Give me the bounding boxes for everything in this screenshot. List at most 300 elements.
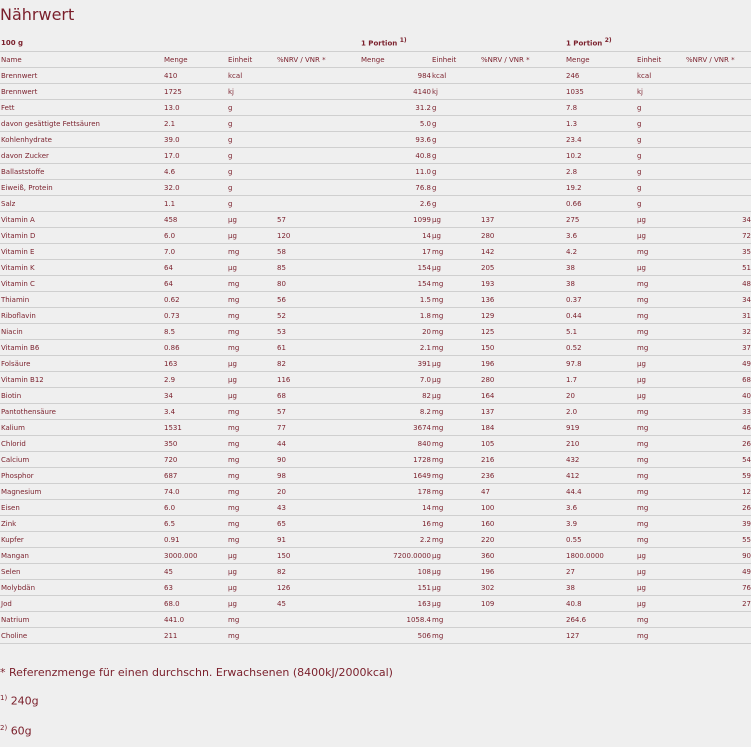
- cell-name: Molybdän: [0, 580, 163, 596]
- cell-nrv: 33: [685, 404, 751, 420]
- cell-nrv: 57: [276, 404, 360, 420]
- cell-nrv: 34: [685, 212, 751, 228]
- cell-menge: 0.62: [163, 292, 227, 308]
- table-row: [0, 148, 751, 164]
- cell-nrv: 77: [276, 420, 360, 436]
- cell-einheit: mg: [431, 468, 480, 484]
- cell-nrv: 85: [276, 260, 360, 276]
- portion-2: 1 Portion $^{2)}$: [565, 34, 636, 52]
- cell-nrv: 125: [480, 324, 565, 340]
- cell-nrv: 27: [685, 596, 751, 612]
- cell-einheit: mg: [431, 484, 480, 500]
- cell-menge: 3.6: [565, 228, 636, 244]
- cell-nrv: [480, 196, 565, 212]
- cell-einheit: µg: [431, 388, 480, 404]
- cell-menge: 40.8: [565, 596, 636, 612]
- cell-nrv: 20: [276, 484, 360, 500]
- cell-menge: 3000.000: [163, 548, 227, 564]
- cell-menge: 1.1: [163, 196, 227, 212]
- cell-menge: 4.6: [163, 164, 227, 180]
- cell-nrv: 120: [276, 228, 360, 244]
- cell-menge: 2.6: [360, 196, 431, 212]
- cell-einheit: g: [431, 196, 480, 212]
- cell-menge: 20: [565, 388, 636, 404]
- cell-nrv: 43: [276, 500, 360, 516]
- cell-nrv: 46: [685, 420, 751, 436]
- cell-einheit: mg: [227, 500, 276, 516]
- cell-menge: 1058.4: [360, 612, 431, 628]
- cell-einheit: µg: [636, 596, 685, 612]
- cell-nrv: 280: [480, 228, 565, 244]
- cell-menge: 1.5: [360, 292, 431, 308]
- cell-name: Mangan: [0, 548, 163, 564]
- cell-menge: 432: [565, 452, 636, 468]
- cell-menge: 32.0: [163, 180, 227, 196]
- cell-nrv: 47: [480, 484, 565, 500]
- cell-nrv: 105: [480, 436, 565, 452]
- cell-nrv: 12: [685, 484, 751, 500]
- cell-name: davon gesättigte Fettsäuren: [0, 116, 163, 132]
- cell-menge: 10.2: [565, 148, 636, 164]
- table-row: [0, 404, 751, 420]
- cell-nrv: 68: [276, 388, 360, 404]
- cell-menge: 1.7: [565, 372, 636, 388]
- cell-menge: 720: [163, 452, 227, 468]
- cell-name: Brennwert: [0, 84, 163, 100]
- cell-nrv: 55: [685, 532, 751, 548]
- cell-nrv: 44: [276, 436, 360, 452]
- col-menge: Menge: [163, 52, 227, 68]
- cell-nrv: 216: [480, 452, 565, 468]
- cell-name: Natrium: [0, 612, 163, 628]
- cell-menge: 108: [360, 564, 431, 580]
- cell-menge: 20: [360, 324, 431, 340]
- table-row: [0, 484, 751, 500]
- cell-einheit: mg: [227, 340, 276, 356]
- cell-einheit: µg: [227, 580, 276, 596]
- cell-einheit: µg: [227, 212, 276, 228]
- cell-einheit: g: [227, 132, 276, 148]
- cell-menge: 1800.0000: [565, 548, 636, 564]
- table-row: [0, 420, 751, 436]
- cell-name: Phosphor: [0, 468, 163, 484]
- cell-nrv: 90: [276, 452, 360, 468]
- cell-einheit: µg: [636, 356, 685, 372]
- cell-nrv: [276, 84, 360, 100]
- col-menge: Menge: [360, 52, 431, 68]
- cell-menge: 350: [163, 436, 227, 452]
- cell-name: Brennwert: [0, 68, 163, 84]
- cell-menge: 163: [163, 356, 227, 372]
- table-row: [0, 260, 751, 276]
- col-nrv: %NRV / VNR *: [685, 52, 751, 68]
- cell-einheit: mg: [227, 452, 276, 468]
- cell-nrv: 53: [276, 324, 360, 340]
- cell-nrv: [685, 164, 751, 180]
- cell-einheit: g: [227, 148, 276, 164]
- cell-nrv: 76: [685, 580, 751, 596]
- cell-nrv: 136: [480, 292, 565, 308]
- cell-menge: 2.1: [163, 116, 227, 132]
- cell-menge: 1531: [163, 420, 227, 436]
- cell-menge: 441.0: [163, 612, 227, 628]
- cell-menge: 3.4: [163, 404, 227, 420]
- cell-nrv: 35: [685, 244, 751, 260]
- cell-menge: 23.4: [565, 132, 636, 148]
- cell-menge: 1.3: [565, 116, 636, 132]
- cell-einheit: kj: [227, 84, 276, 100]
- cell-menge: 0.44: [565, 308, 636, 324]
- cell-einheit: mg: [431, 308, 480, 324]
- cell-nrv: [685, 132, 751, 148]
- cell-nrv: [480, 628, 565, 644]
- cell-menge: 391: [360, 356, 431, 372]
- cell-nrv: [685, 196, 751, 212]
- cell-nrv: 56: [276, 292, 360, 308]
- cell-name: Thiamin: [0, 292, 163, 308]
- cell-nrv: [685, 84, 751, 100]
- cell-name: Vitamin B6: [0, 340, 163, 356]
- cell-menge: 39.0: [163, 132, 227, 148]
- cell-nrv: 26: [685, 436, 751, 452]
- table-row: [0, 276, 751, 292]
- cell-name: Ballaststoffe: [0, 164, 163, 180]
- cell-menge: 840: [360, 436, 431, 452]
- cell-nrv: 220: [480, 532, 565, 548]
- cell-nrv: 57: [276, 212, 360, 228]
- cell-menge: 63: [163, 580, 227, 596]
- cell-nrv: 280: [480, 372, 565, 388]
- cell-einheit: g: [227, 164, 276, 180]
- cell-einheit: µg: [636, 580, 685, 596]
- cell-einheit: mg: [636, 468, 685, 484]
- cell-einheit: µg: [431, 260, 480, 276]
- cell-menge: 5.1: [565, 324, 636, 340]
- cell-einheit: mg: [431, 500, 480, 516]
- cell-nrv: 51: [685, 260, 751, 276]
- cell-name: Zink: [0, 516, 163, 532]
- cell-menge: 154: [360, 276, 431, 292]
- cell-einheit: mg: [227, 468, 276, 484]
- cell-einheit: g: [431, 180, 480, 196]
- table-row: [0, 116, 751, 132]
- cell-nrv: 236: [480, 468, 565, 484]
- cell-einheit: µg: [431, 596, 480, 612]
- table-row: [0, 516, 751, 532]
- cell-einheit: g: [636, 100, 685, 116]
- cell-einheit: g: [431, 100, 480, 116]
- cell-nrv: 150: [276, 548, 360, 564]
- cell-nrv: [685, 116, 751, 132]
- cell-nrv: [480, 180, 565, 196]
- cell-name: Selen: [0, 564, 163, 580]
- col-nrv: %NRV / VNR *: [276, 52, 360, 68]
- cell-nrv: 116: [276, 372, 360, 388]
- cell-menge: 27: [565, 564, 636, 580]
- cell-einheit: µg: [636, 260, 685, 276]
- cell-menge: 38: [565, 580, 636, 596]
- cell-menge: 211: [163, 628, 227, 644]
- cell-einheit: mg: [227, 404, 276, 420]
- cell-einheit: mg: [636, 244, 685, 260]
- col-einheit: Einheit: [431, 52, 480, 68]
- cell-nrv: 205: [480, 260, 565, 276]
- cell-name: Kohlenhydrate: [0, 132, 163, 148]
- cell-nrv: 142: [480, 244, 565, 260]
- cell-name: Vitamin C: [0, 276, 163, 292]
- table-row: [0, 164, 751, 180]
- cell-name: Chlorid: [0, 436, 163, 452]
- table-row: [0, 292, 751, 308]
- table-row: [0, 228, 751, 244]
- cell-menge: 3.9: [565, 516, 636, 532]
- cell-nrv: [276, 180, 360, 196]
- cell-menge: 82: [360, 388, 431, 404]
- table-row: [0, 548, 751, 564]
- cell-einheit: mg: [636, 276, 685, 292]
- cell-name: Vitamin K: [0, 260, 163, 276]
- cell-nrv: 61: [276, 340, 360, 356]
- cell-menge: 93.6: [360, 132, 431, 148]
- cell-nrv: 26: [685, 500, 751, 516]
- cell-menge: 4.2: [565, 244, 636, 260]
- cell-nrv: 31: [685, 308, 751, 324]
- portion-1: 1 Portion $^{1)}$: [360, 34, 431, 52]
- cell-einheit: mg: [227, 516, 276, 532]
- cell-nrv: [480, 116, 565, 132]
- cell-menge: 2.1: [360, 340, 431, 356]
- cell-menge: 64: [163, 276, 227, 292]
- cell-nrv: [685, 68, 751, 84]
- cell-nrv: [685, 100, 751, 116]
- cell-menge: 506: [360, 628, 431, 644]
- cell-einheit: mg: [227, 484, 276, 500]
- cell-nrv: 150: [480, 340, 565, 356]
- cell-nrv: 52: [276, 308, 360, 324]
- cell-menge: 44.4: [565, 484, 636, 500]
- cell-nrv: 32: [685, 324, 751, 340]
- table-row: [0, 180, 751, 196]
- cell-einheit: g: [431, 132, 480, 148]
- cell-einheit: mg: [227, 628, 276, 644]
- cell-einheit: kj: [636, 84, 685, 100]
- cell-einheit: mg: [431, 532, 480, 548]
- cell-menge: 2.0: [565, 404, 636, 420]
- cell-nrv: [276, 148, 360, 164]
- cell-menge: 5.0: [360, 116, 431, 132]
- table-row: [0, 84, 751, 100]
- cell-menge: 3674: [360, 420, 431, 436]
- cell-einheit: µg: [227, 356, 276, 372]
- cell-einheit: mg: [636, 340, 685, 356]
- footnote-reference: * Referenzmenge für einen durchschn. Erwachsenen (8400kJ/2000kcal): [0, 666, 393, 679]
- table-row: [0, 356, 751, 372]
- cell-menge: 68.0: [163, 596, 227, 612]
- cell-menge: 151: [360, 580, 431, 596]
- cell-nrv: 109: [480, 596, 565, 612]
- table-row: [0, 324, 751, 340]
- cell-name: davon Zucker: [0, 148, 163, 164]
- cell-einheit: µg: [227, 228, 276, 244]
- cell-einheit: mg: [431, 628, 480, 644]
- cell-menge: 275: [565, 212, 636, 228]
- cell-nrv: 80: [276, 276, 360, 292]
- cell-nrv: 68: [685, 372, 751, 388]
- table-row: [0, 132, 751, 148]
- cell-menge: 2.9: [163, 372, 227, 388]
- cell-nrv: 91: [276, 532, 360, 548]
- cell-menge: 14: [360, 228, 431, 244]
- cell-name: Jod: [0, 596, 163, 612]
- cell-einheit: µg: [431, 212, 480, 228]
- cell-name: Vitamin E: [0, 244, 163, 260]
- cell-einheit: µg: [636, 212, 685, 228]
- cell-nrv: [276, 196, 360, 212]
- cell-nrv: [685, 612, 751, 628]
- cell-name: Eisen: [0, 500, 163, 516]
- cell-einheit: µg: [431, 580, 480, 596]
- cell-einheit: µg: [636, 388, 685, 404]
- cell-einheit: g: [431, 116, 480, 132]
- table-row: [0, 196, 751, 212]
- cell-einheit: mg: [431, 404, 480, 420]
- portion-100g: 100 g: [0, 34, 163, 52]
- cell-einheit: mg: [636, 500, 685, 516]
- cell-einheit: µg: [636, 548, 685, 564]
- cell-name: Eiweiß, Protein: [0, 180, 163, 196]
- cell-nrv: [276, 164, 360, 180]
- cell-menge: 7.0: [360, 372, 431, 388]
- cell-menge: 6.0: [163, 500, 227, 516]
- cell-nrv: 49: [685, 356, 751, 372]
- cell-einheit: mg: [636, 436, 685, 452]
- cell-einheit: mg: [431, 452, 480, 468]
- cell-menge: 97.8: [565, 356, 636, 372]
- cell-einheit: mg: [227, 420, 276, 436]
- cell-name: Kalium: [0, 420, 163, 436]
- col-nrv: %NRV / VNR *: [480, 52, 565, 68]
- cell-einheit: mg: [431, 516, 480, 532]
- col-name: Name: [0, 52, 163, 68]
- cell-einheit: µg: [227, 372, 276, 388]
- cell-einheit: kcal: [431, 68, 480, 84]
- cell-nrv: 196: [480, 356, 565, 372]
- cell-menge: 64: [163, 260, 227, 276]
- cell-einheit: mg: [431, 324, 480, 340]
- cell-name: Folsäure: [0, 356, 163, 372]
- table-row: [0, 372, 751, 388]
- table-row: [0, 436, 751, 452]
- cell-einheit: mg: [636, 292, 685, 308]
- cell-menge: 1.8: [360, 308, 431, 324]
- cell-menge: 2.2: [360, 532, 431, 548]
- cell-nrv: 82: [276, 356, 360, 372]
- cell-menge: 7200.0000: [360, 548, 431, 564]
- cell-nrv: [685, 148, 751, 164]
- cell-nrv: [276, 68, 360, 84]
- cell-einheit: µg: [227, 596, 276, 612]
- cell-einheit: µg: [227, 548, 276, 564]
- cell-menge: 984: [360, 68, 431, 84]
- cell-menge: 0.37: [565, 292, 636, 308]
- cell-nrv: 129: [480, 308, 565, 324]
- cell-nrv: 360: [480, 548, 565, 564]
- cell-nrv: 59: [685, 468, 751, 484]
- cell-einheit: mg: [636, 612, 685, 628]
- cell-name: Riboflavin: [0, 308, 163, 324]
- cell-einheit: g: [636, 180, 685, 196]
- cell-einheit: g: [636, 164, 685, 180]
- cell-nrv: [276, 100, 360, 116]
- cell-einheit: kcal: [227, 68, 276, 84]
- cell-einheit: g: [636, 148, 685, 164]
- table-row: [0, 452, 751, 468]
- cell-nrv: 65: [276, 516, 360, 532]
- cell-menge: 8.5: [163, 324, 227, 340]
- cell-name: Magnesium: [0, 484, 163, 500]
- cell-einheit: g: [431, 148, 480, 164]
- table-row: [0, 564, 751, 580]
- cell-nrv: 40: [685, 388, 751, 404]
- page-title: Nährwert: [0, 5, 75, 24]
- cell-einheit: µg: [431, 372, 480, 388]
- cell-menge: 264.6: [565, 612, 636, 628]
- cell-name: Vitamin D: [0, 228, 163, 244]
- cell-nrv: 100: [480, 500, 565, 516]
- table-row: [0, 100, 751, 116]
- cell-nrv: [480, 100, 565, 116]
- footnote-2: $^{2)}$ 60g: [0, 724, 32, 738]
- cell-einheit: kj: [431, 84, 480, 100]
- cell-einheit: g: [431, 164, 480, 180]
- cell-einheit: g: [636, 116, 685, 132]
- cell-nrv: 137: [480, 212, 565, 228]
- cell-nrv: 90: [685, 548, 751, 564]
- cell-menge: 246: [565, 68, 636, 84]
- cell-nrv: [480, 148, 565, 164]
- cell-name: Kupfer: [0, 532, 163, 548]
- cell-menge: 14: [360, 500, 431, 516]
- col-einheit: Einheit: [636, 52, 685, 68]
- cell-nrv: 193: [480, 276, 565, 292]
- table-row: [0, 244, 751, 260]
- cell-menge: 74.0: [163, 484, 227, 500]
- cell-einheit: µg: [431, 356, 480, 372]
- table-row: [0, 212, 751, 228]
- cell-menge: 2.8: [565, 164, 636, 180]
- cell-einheit: µg: [227, 260, 276, 276]
- table-row: [0, 580, 751, 596]
- cell-nrv: 98: [276, 468, 360, 484]
- cell-einheit: g: [636, 132, 685, 148]
- cell-nrv: [480, 84, 565, 100]
- cell-name: Vitamin A: [0, 212, 163, 228]
- cell-menge: 40.8: [360, 148, 431, 164]
- cell-menge: 0.66: [565, 196, 636, 212]
- table-row: [0, 532, 751, 548]
- cell-einheit: mg: [227, 308, 276, 324]
- cell-nrv: [480, 164, 565, 180]
- cell-nrv: [276, 612, 360, 628]
- cell-nrv: 126: [276, 580, 360, 596]
- cell-einheit: mg: [227, 436, 276, 452]
- cell-menge: 17: [360, 244, 431, 260]
- column-header-row: [0, 52, 751, 68]
- cell-menge: 31.2: [360, 100, 431, 116]
- cell-nrv: [480, 68, 565, 84]
- cell-nrv: 58: [276, 244, 360, 260]
- cell-menge: 0.73: [163, 308, 227, 324]
